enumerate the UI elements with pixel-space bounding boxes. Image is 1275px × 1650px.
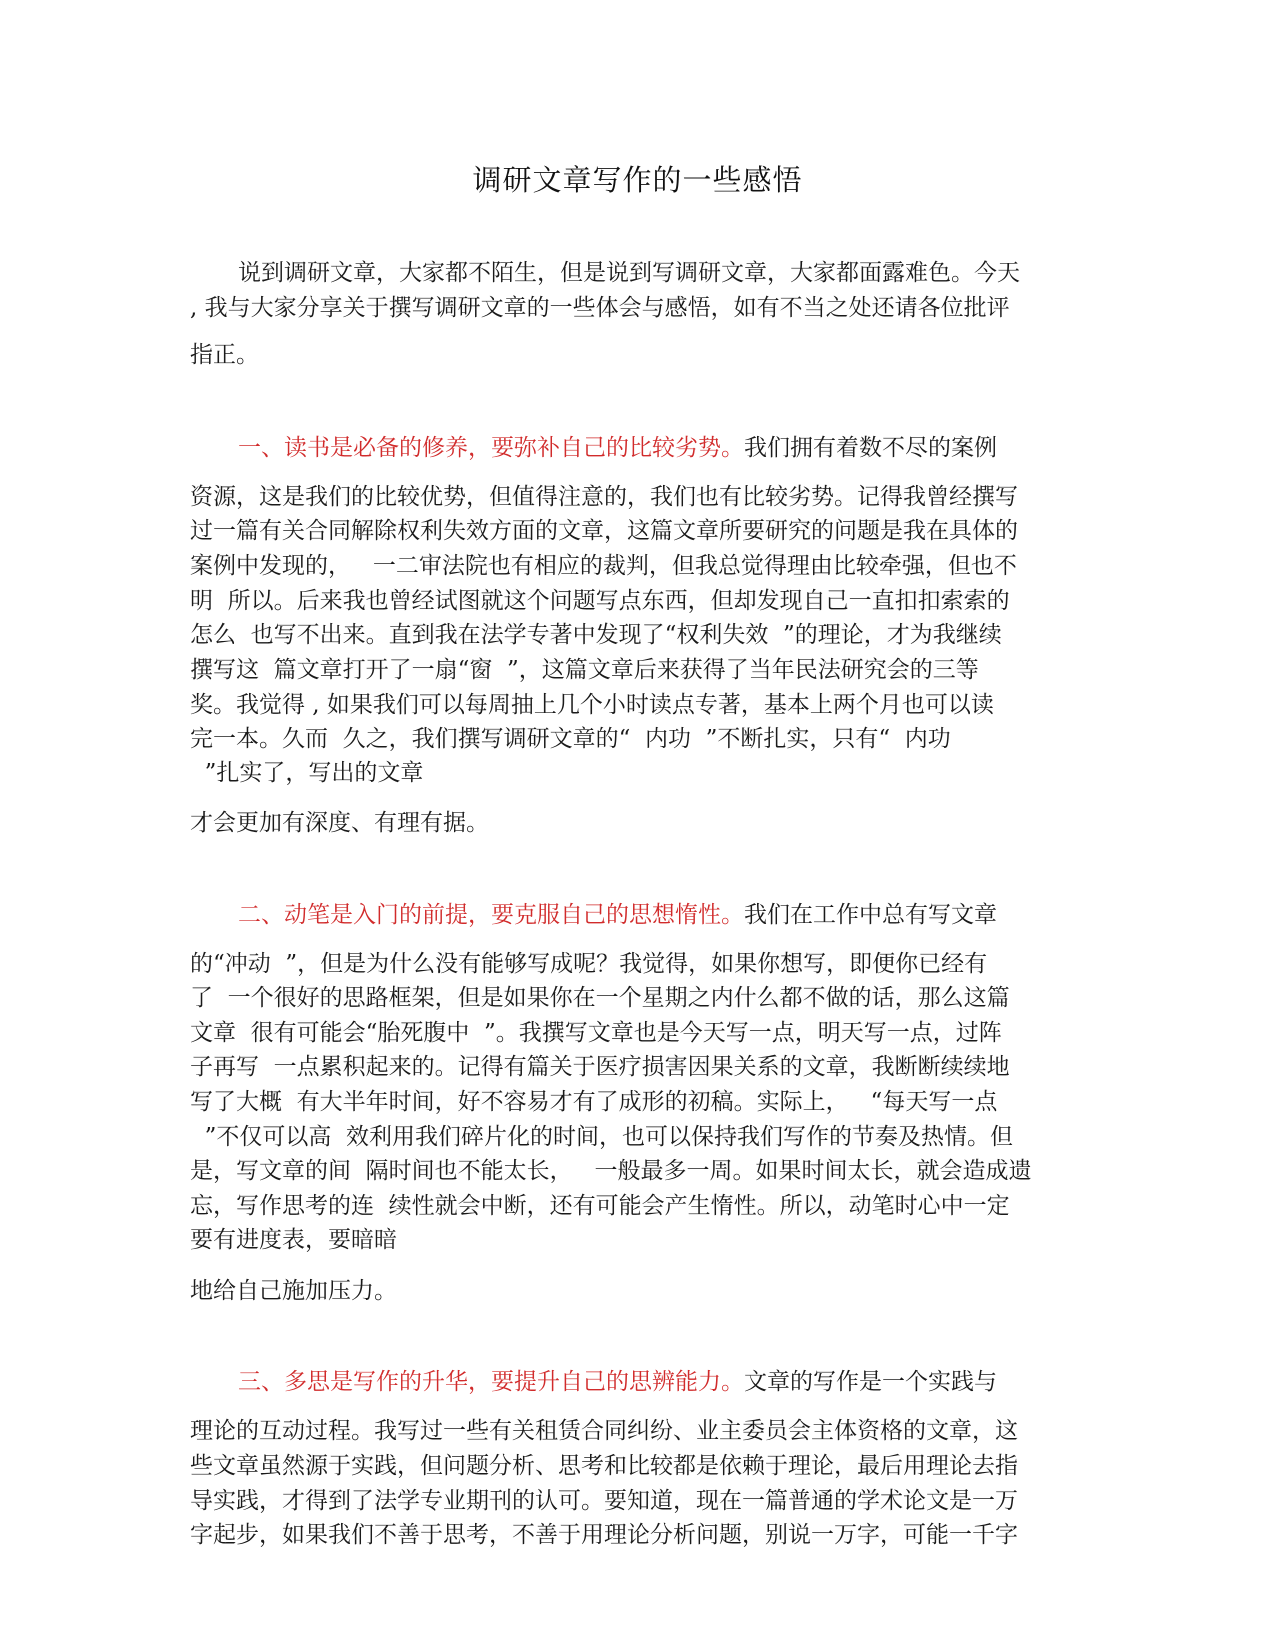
section-first-line	[190, 433, 1138, 463]
section-line: 导实践，才得到了法学专业期刊的认可。要知道，现在一篇普通的学术论文是一万	[190, 1488, 1018, 1514]
section-line: 字起步，如果我们不善于思考，不善于用理论分析问题，别说一万字，可能一千字	[190, 1522, 1018, 1548]
section-line: 子再写 一点累积起来的。记得有篇关于医疗损害因果关系的文章，我断断续续地	[190, 1054, 1010, 1080]
section-closing: 才会更加有深度、有理有据。	[190, 810, 489, 836]
section-heading: 三、多思是写作的升华，要提升自己的思辨能力。	[238, 1369, 744, 1395]
section-first-line	[190, 900, 1138, 930]
section-line: 写了大概 有大半年时间，好不容易才有了成形的初稿。实际上， “每天写一点	[190, 1089, 998, 1115]
section-line: 案例中发现的， 一二审法院也有相应的裁判，但我总觉得理由比较牵强，但也不	[190, 553, 1017, 579]
section-line: 完一本。久而 久之，我们撰写调研文章的“ 内功 ”不断扎实，只有“ 内功	[190, 726, 951, 752]
section-line: ”不仅可以高 效利用我们碎片化的时间，也可以保持我们写作的节奏及热情。但	[190, 1124, 1014, 1150]
section-closing: 地给自己施加压力。	[190, 1278, 397, 1304]
section-line: 资源，这是我们的比较优势，但值得注意的，我们也有比较劣势。记得我曾经撰写	[190, 484, 1018, 510]
section-line: 理论的互动过程。我写过一些有关租赁合同纠纷、业主委员会主体资格的文章，这	[190, 1418, 1018, 1444]
section-text: 文章的写作是一个实践与	[744, 1369, 997, 1395]
section-line: 的“冲动 ”，但是为什么没有能够写成呢？我觉得，如果你想写，即便你已经有	[190, 951, 988, 977]
section-line: 些文章虽然源于实践，但问题分析、思考和比较都是依赖于理论，最后用理论去指	[190, 1453, 1018, 1479]
section-line: 了 一个很好的思路框架，但是如果你在一个星期之内什么都不做的话，那么这篇	[190, 985, 1010, 1011]
section-line: 要有进度表，要暗暗	[190, 1227, 397, 1253]
section-line: 忘，写作思考的连 续性就会中断，还有可能会产生惰性。所以，动笔时心中一定	[190, 1193, 1010, 1219]
document-title: 调研文章写作的一些感悟	[472, 163, 803, 197]
section-first-line	[190, 1367, 1138, 1397]
section-text: 我们在工作中总有写文章	[744, 902, 997, 928]
section-line: 明 所以。后来我也曾经试图就这个问题写点东西，但却发现自己一直扣扣索索的	[190, 588, 1010, 614]
section-heading: 二、动笔是入门的前提，要克服自己的思想惰性。	[238, 902, 744, 928]
intro-line: 说到调研文章，大家都不陌生，但是说到写调研文章，大家都面露难色。今天	[238, 260, 1020, 286]
section-line: 撰写这 篇文章打开了一扇“窗 ”，这篇文章后来获得了当年民法研究会的三等	[190, 657, 979, 683]
section-line: 文章 很有可能会“胎死腹中 ”。我撰写文章也是今天写一点，明天写一点，过阵	[190, 1020, 1002, 1046]
intro-line: , 我与大家分享关于撰写调研文章的一些体会与感悟，如有不当之处还请各位批评	[190, 295, 1010, 321]
section-heading: 一、读书是必备的修养，要弥补自己的比较劣势。	[238, 435, 744, 461]
section-text: 我们拥有着数不尽的案例	[744, 435, 997, 461]
section-line: 怎么 也写不出来。直到我在法学专著中发现了“权利失效 ”的理论，才为我继续	[190, 622, 1002, 648]
section-line: 奖。我觉得 , 如果我们可以每周抽上几个小时读点专著，基本上两个月也可以读	[190, 692, 994, 718]
section-line: 过一篇有关合同解除权利失效方面的文章，这篇文章所要研究的问题是我在具体的	[190, 518, 1018, 544]
section-line: ”扎实了，写出的文章	[190, 760, 424, 786]
intro-line: 指正。	[190, 342, 259, 368]
section-line: 是，写文章的间 隔时间也不能太长， 一般最多一周。如果时间太长，就会造成遗	[190, 1158, 1032, 1184]
